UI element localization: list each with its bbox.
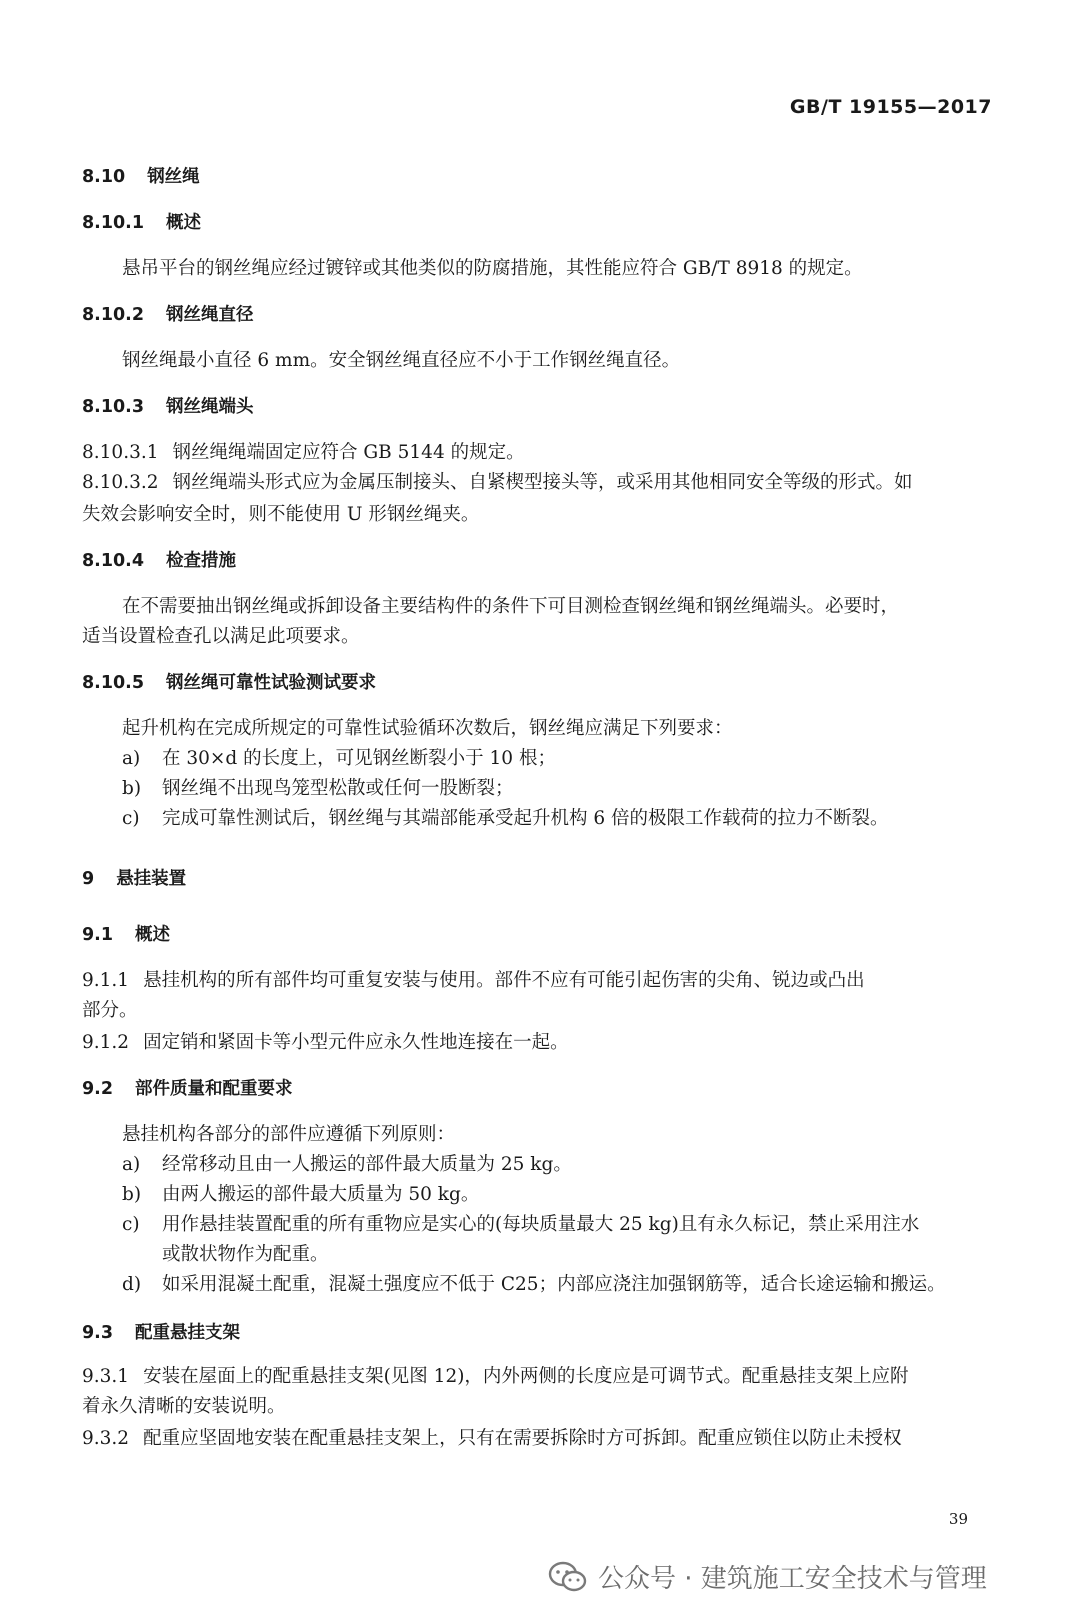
page-number: 39 [948,1510,968,1528]
heading-title: 悬挂装置 [116,869,187,889]
heading-number: 8.10.2 [82,305,145,325]
heading-number: 8.10.3 [82,397,145,417]
heading-title: 部件质量和配重要求 [135,1079,293,1099]
heading-title: 钢丝绳 [147,167,200,187]
list-item-cont: 或散状物作为配重。 [162,1244,329,1265]
list-item [122,1272,1037,1298]
heading-title: 检查措施 [166,551,237,571]
list-text: 经常移动且由一人搬运的部件最大质量为 25 kg。 [162,1154,572,1175]
heading-number: 9 [82,869,95,889]
paragraph-8-10-2: 钢丝绳最小直径 6 mm。安全钢丝绳直径应不小于工作钢丝绳直径。 [122,350,681,371]
clause-text: 悬挂机构的所有部件均可重复安装与使用。部件不应有可能引起伤害的尖角、锐边或凸出 [143,970,865,991]
list-text: 在 30×d 的长度上，可见钢丝断裂小于 10 根； [162,748,556,769]
clause-8-10-3-2 [82,470,997,496]
clause-text: 钢丝绳端头形式应为金属压制接头、自紧楔型接头等，或采用其他相同安全等级的形式。如 [172,472,913,493]
heading-number: 9.3 [82,1323,114,1343]
clause-9-1-2 [82,1030,997,1056]
clause-number: 9.1.2 [82,1032,130,1053]
heading-title: 概述 [135,925,171,945]
heading-9-3 [82,1320,997,1346]
heading-8-10-1 [82,210,997,236]
standard-code: GB/T 19155—2017 [789,96,992,118]
watermark-text: 公众号 · 建筑施工安全技术与管理 [598,1564,987,1594]
watermark [548,1558,987,1595]
heading-9-1 [82,922,997,948]
heading-8-10-2 [82,302,997,328]
clause-number: 9.3.2 [82,1428,130,1449]
heading-number: 9.1 [82,925,114,945]
list-text: 完成可靠性测试后，钢丝绳与其端部能承受起升机构 6 倍的极限工作载荷的拉力不断裂。 [162,808,889,829]
heading-number: 8.10.5 [82,673,145,693]
list-text: 用作悬挂装置配重的所有重物应是实心的(每块质量最大 25 kg)且有永久标记，禁止采用注水 [162,1214,920,1235]
clause-text: 配重应坚固地安装在配重悬挂支架上，只有在需要拆除时方可拆卸。配重应锁住以防止未授权 [143,1428,902,1449]
list-item [122,776,1037,802]
heading-title: 概述 [166,213,202,233]
list-text: 如采用混凝土配重，混凝土强度应不低于 C25；内部应浇注加强钢筋等，适合长途运输和搬运。 [162,1274,946,1295]
heading-number: 9.2 [82,1079,114,1099]
clause-9-3-1-cont: 着永久清晰的安装说明。 [82,1396,286,1417]
heading-8-10-3 [82,394,997,420]
list-item [122,1212,1037,1238]
heading-9 [82,866,997,892]
list-text: 钢丝绳不出现鸟笼型松散或任何一股断裂； [162,778,514,799]
paragraph-8-10-4: 在不需要抽出钢丝绳或拆卸设备主要结构件的条件下可目测检查钢丝绳和钢丝绳端头。必要时， [122,596,900,617]
heading-title: 钢丝绳端头 [166,397,254,417]
heading-title: 配重悬挂支架 [135,1323,241,1343]
clause-text: 安装在屋面上的配重悬挂支架(见图 12)，内外两侧的长度应是可调节式。配重悬挂支架上应附 [143,1366,909,1387]
heading-number: 8.10.4 [82,551,145,571]
list-item [122,806,1037,832]
list-label: a) [122,1154,141,1175]
clause-9-1-1-cont: 部分。 [82,1000,138,1021]
heading-8-10-5 [82,670,997,696]
list-label: c) [122,1214,140,1235]
clause-8-10-3-2-cont: 失效会影响安全时，则不能使用 U 形钢丝绳夹。 [82,504,480,525]
list-label: a) [122,748,141,769]
paragraph-9-2: 悬挂机构各部分的部件应遵循下列原则： [122,1124,456,1145]
list-label: b) [122,778,142,799]
clause-text: 固定销和紧固卡等小型元件应永久性地连接在一起。 [143,1032,569,1053]
paragraph-8-10-4-cont: 适当设置检查孔以满足此项要求。 [82,626,360,647]
clause-number: 8.10.3.2 [82,472,159,493]
heading-8-10-4 [82,548,997,574]
list-label: b) [122,1184,142,1205]
clause-8-10-3-1 [82,440,997,466]
clause-number: 9.1.1 [82,970,130,991]
list-text: 由两人搬运的部件最大质量为 50 kg。 [162,1184,480,1205]
paragraph-8-10-5: 起升机构在完成所规定的可靠性试验循环次数后，钢丝绳应满足下列要求： [122,718,733,739]
list-label: d) [122,1274,142,1295]
heading-title: 钢丝绳可靠性试验测试要求 [166,673,377,693]
wechat-icon [548,1561,588,1593]
heading-title: 钢丝绳直径 [166,305,254,325]
clause-text: 钢丝绳绳端固定应符合 GB 5144 的规定。 [172,442,525,463]
heading-number: 8.10 [82,167,126,187]
list-item [122,1182,1037,1208]
clause-9-1-1 [82,968,997,994]
heading-9-2 [82,1076,997,1102]
list-item [122,1152,1037,1178]
clause-9-3-1 [82,1364,997,1390]
clause-number: 8.10.3.1 [82,442,159,463]
clause-9-3-2 [82,1426,997,1452]
paragraph-8-10-1: 悬吊平台的钢丝绳应经过镀锌或其他类似的防腐措施，其性能应符合 GB/T 8918 的规定。 [122,258,863,279]
list-item [122,746,1037,772]
list-label: c) [122,808,140,829]
heading-8-10 [82,164,997,190]
heading-number: 8.10.1 [82,213,145,233]
clause-number: 9.3.1 [82,1366,130,1387]
